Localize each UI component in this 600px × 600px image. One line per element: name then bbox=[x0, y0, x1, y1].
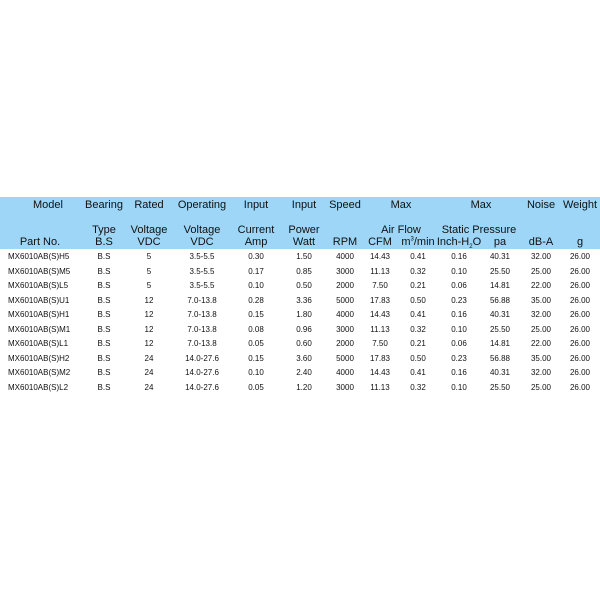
cell-cfm: 11.13 bbox=[370, 382, 390, 392]
header-rpm: RPM bbox=[332, 236, 358, 248]
cell-noise: 35.00 bbox=[530, 295, 552, 305]
header-inch-h2o: Inch-$H_2O$ bbox=[436, 236, 482, 251]
cell-noise: 25.00 bbox=[530, 266, 552, 276]
header-type: Type bbox=[92, 224, 116, 236]
cell-inch-h2o: 0.06 bbox=[451, 339, 467, 348]
cell-pa: 40.31 bbox=[489, 310, 511, 319]
cell-cfm: 14.43 bbox=[369, 310, 391, 319]
cell-pa: 25.50 bbox=[489, 382, 511, 392]
header-m3min: $m^3/\min$ bbox=[401, 236, 435, 248]
cell-pa: 14.81 bbox=[489, 281, 511, 290]
cell-operating-voltage: 14.0-27.6 bbox=[185, 353, 219, 363]
cell-cfm: 14.43 bbox=[369, 368, 391, 377]
cell-pa: 56.88 bbox=[489, 295, 511, 305]
cell-power: 0.50 bbox=[296, 281, 312, 290]
cell-m3min: 0.21 bbox=[410, 281, 426, 290]
cell-rated-voltage: 5 bbox=[146, 281, 152, 290]
cell-part-no: MX6010AB(S)H1 bbox=[8, 310, 70, 319]
cell-noise: 25.00 bbox=[530, 324, 552, 334]
cell-weight: 26.00 bbox=[569, 324, 591, 334]
cell-bearing: B.S bbox=[97, 266, 111, 276]
cell-bearing: B.S bbox=[97, 382, 111, 392]
cell-power: 0.85 bbox=[296, 266, 312, 276]
cell-weight: 26.00 bbox=[569, 353, 591, 363]
cell-part-no: MX6010AB(S)M5 bbox=[8, 266, 71, 276]
cell-operating-voltage: 7.0-13.8 bbox=[187, 339, 217, 348]
cell-speed: 3000 bbox=[336, 324, 354, 334]
cell-pa: 25.50 bbox=[489, 324, 511, 334]
cell-part-no: MX6010AB(S)H2 bbox=[8, 353, 70, 363]
cell-pa: 14.81 bbox=[489, 339, 511, 348]
cell-inch-h2o: 0.06 bbox=[451, 281, 467, 290]
cell-speed: 5000 bbox=[336, 353, 354, 363]
cell-m3min: 0.41 bbox=[410, 310, 426, 319]
cell-power: 2.40 bbox=[296, 368, 312, 377]
cell-rated-voltage: 24 bbox=[144, 382, 154, 392]
cell-m3min: 0.32 bbox=[410, 324, 426, 334]
cell-m3min: 0.21 bbox=[410, 339, 426, 348]
cell-current: 0.17 bbox=[248, 266, 264, 276]
cell-bearing: B.S bbox=[97, 252, 111, 261]
header-weight: Weight bbox=[562, 199, 598, 211]
header-part-no: Part No. bbox=[19, 236, 61, 248]
header-noise: Noise bbox=[526, 199, 556, 211]
cell-cfm: 11.13 bbox=[370, 266, 390, 276]
cell-power: 0.96 bbox=[296, 324, 312, 334]
cell-inch-h2o: 0.10 bbox=[451, 324, 467, 334]
cell-current: 0.10 bbox=[248, 368, 264, 377]
header-rated: Rated bbox=[134, 199, 164, 211]
header-vdc-rated: VDC bbox=[137, 236, 161, 248]
cell-weight: 26.00 bbox=[569, 310, 591, 319]
cell-current: 0.10 bbox=[248, 281, 264, 290]
cell-part-no: MX6010AB(S)M2 bbox=[8, 368, 71, 377]
cell-bearing: B.S bbox=[97, 353, 111, 363]
cell-cfm: 7.50 bbox=[372, 281, 388, 290]
cell-current: 0.05 bbox=[248, 339, 264, 348]
cell-operating-voltage: 7.0-13.8 bbox=[187, 295, 217, 305]
cell-rated-voltage: 24 bbox=[144, 368, 154, 377]
cell-bearing: B.S bbox=[97, 310, 111, 319]
cell-speed: 5000 bbox=[336, 295, 354, 305]
cell-rated-voltage: 5 bbox=[146, 266, 152, 276]
cell-inch-h2o: 0.10 bbox=[451, 266, 467, 276]
cell-pa: 56.88 bbox=[489, 353, 511, 363]
cell-weight: 26.00 bbox=[569, 281, 591, 290]
cell-bearing: B.S bbox=[97, 295, 111, 305]
cell-operating-voltage: 14.0-27.6 bbox=[185, 382, 219, 392]
header-bs: B.S bbox=[95, 236, 113, 248]
cell-bearing: B.S bbox=[97, 281, 111, 290]
cell-part-no: MX6010AB(S)L5 bbox=[8, 281, 69, 290]
cell-cfm: 17.83 bbox=[369, 353, 391, 363]
cell-current: 0.15 bbox=[248, 353, 264, 363]
cell-operating-voltage: 3.5-5.5 bbox=[189, 252, 215, 261]
cell-noise: 35.00 bbox=[530, 353, 552, 363]
cell-noise: 22.00 bbox=[530, 281, 552, 290]
cell-part-no: MX6010AB(S)M1 bbox=[8, 324, 71, 334]
header-max-airflow: Max bbox=[390, 199, 412, 211]
cell-operating-voltage: 7.0-13.8 bbox=[187, 310, 217, 319]
cell-current: 0.05 bbox=[248, 382, 264, 392]
cell-part-no: MX6010AB(S)U1 bbox=[8, 295, 70, 305]
cell-cfm: 7.50 bbox=[372, 339, 388, 348]
header-speed: Speed bbox=[329, 199, 361, 211]
header-current: Current bbox=[237, 224, 275, 236]
cell-rated-voltage: 12 bbox=[144, 295, 154, 305]
cell-speed: 3000 bbox=[336, 382, 354, 392]
header-input-current: Input bbox=[243, 199, 269, 211]
cell-bearing: B.S bbox=[97, 324, 111, 334]
cell-cfm: 14.43 bbox=[369, 252, 391, 261]
cell-m3min: 0.41 bbox=[410, 252, 426, 261]
cell-weight: 26.00 bbox=[569, 295, 591, 305]
header-air-flow: Air Flow bbox=[381, 224, 421, 236]
header-operating: Operating bbox=[177, 199, 227, 211]
cell-pa: 25.50 bbox=[489, 266, 511, 276]
cell-weight: 26.00 bbox=[569, 368, 591, 377]
cell-power: 1.80 bbox=[296, 310, 312, 319]
cell-part-no: MX6010AB(S)L1 bbox=[8, 339, 69, 348]
cell-pa: 40.31 bbox=[489, 368, 511, 377]
header-bearing: Bearing bbox=[85, 199, 123, 211]
cell-current: 0.15 bbox=[248, 310, 264, 319]
cell-part-no: MX6010AB(S)H5 bbox=[8, 252, 70, 261]
cell-rated-voltage: 5 bbox=[146, 252, 152, 261]
cell-noise: 25.00 bbox=[530, 382, 552, 392]
header-cfm: CFM bbox=[368, 236, 392, 248]
header-g: g bbox=[576, 236, 584, 248]
cell-speed: 2000 bbox=[336, 339, 354, 348]
cell-noise: 22.00 bbox=[530, 339, 552, 348]
cell-inch-h2o: 0.23 bbox=[451, 295, 467, 305]
cell-rated-voltage: 12 bbox=[144, 310, 154, 319]
header-amp: Amp bbox=[244, 236, 268, 248]
cell-m3min: 0.50 bbox=[410, 353, 426, 363]
cell-current: 0.08 bbox=[248, 324, 264, 334]
cell-inch-h2o: 0.23 bbox=[451, 353, 467, 363]
cell-noise: 32.00 bbox=[530, 368, 552, 377]
cell-power: 1.20 bbox=[296, 382, 312, 392]
header-power: Power bbox=[288, 224, 320, 236]
cell-current: 0.30 bbox=[248, 252, 264, 261]
header-dba: dB-A bbox=[528, 236, 554, 248]
cell-power: 1.50 bbox=[296, 252, 312, 261]
cell-power: 3.60 bbox=[296, 353, 312, 363]
header-max-pressure: Max bbox=[470, 199, 492, 211]
cell-bearing: B.S bbox=[97, 368, 111, 377]
cell-operating-voltage: 3.5-5.5 bbox=[189, 281, 215, 290]
header-input-power: Input bbox=[291, 199, 317, 211]
header-model: Model bbox=[33, 199, 63, 211]
cell-cfm: 11.13 bbox=[370, 324, 390, 334]
cell-rated-voltage: 24 bbox=[144, 353, 154, 363]
cell-operating-voltage: 3.5-5.5 bbox=[189, 266, 215, 276]
cell-inch-h2o: 0.16 bbox=[451, 252, 467, 261]
cell-current: 0.28 bbox=[248, 295, 264, 305]
cell-weight: 26.00 bbox=[569, 382, 591, 392]
header-vdc-operating: VDC bbox=[190, 236, 214, 248]
cell-inch-h2o: 0.16 bbox=[451, 368, 467, 377]
cell-speed: 2000 bbox=[336, 281, 354, 290]
header-pa: pa bbox=[493, 236, 507, 248]
cell-rated-voltage: 12 bbox=[144, 339, 154, 348]
cell-m3min: 0.50 bbox=[410, 295, 426, 305]
header-watt: Watt bbox=[292, 236, 316, 248]
cell-operating-voltage: 7.0-13.8 bbox=[187, 324, 217, 334]
cell-weight: 26.00 bbox=[569, 252, 591, 261]
cell-bearing: B.S bbox=[97, 339, 111, 348]
cell-speed: 3000 bbox=[336, 266, 354, 276]
cell-pa: 40.31 bbox=[489, 252, 511, 261]
cell-part-no: MX6010AB(S)L2 bbox=[8, 382, 69, 392]
cell-speed: 4000 bbox=[336, 368, 354, 377]
cell-power: 0.60 bbox=[296, 339, 312, 348]
cell-rated-voltage: 12 bbox=[144, 324, 154, 334]
cell-m3min: 0.32 bbox=[410, 266, 426, 276]
cell-power: 3.36 bbox=[296, 295, 312, 305]
header-voltage-rated: Voltage bbox=[130, 224, 168, 236]
header-static-pressure: Static Pressure bbox=[441, 224, 517, 236]
cell-weight: 26.00 bbox=[569, 339, 591, 348]
cell-noise: 32.00 bbox=[530, 310, 552, 319]
header-voltage-operating: Voltage bbox=[183, 224, 221, 236]
cell-speed: 4000 bbox=[336, 252, 354, 261]
cell-speed: 4000 bbox=[336, 310, 354, 319]
cell-weight: 26.00 bbox=[569, 266, 591, 276]
cell-noise: 32.00 bbox=[530, 252, 552, 261]
cell-operating-voltage: 14.0-27.6 bbox=[185, 368, 219, 377]
cell-inch-h2o: 0.16 bbox=[451, 310, 467, 319]
cell-m3min: 0.32 bbox=[410, 382, 426, 392]
cell-cfm: 17.83 bbox=[369, 295, 391, 305]
cell-inch-h2o: 0.10 bbox=[451, 382, 467, 392]
cell-m3min: 0.41 bbox=[410, 368, 426, 377]
